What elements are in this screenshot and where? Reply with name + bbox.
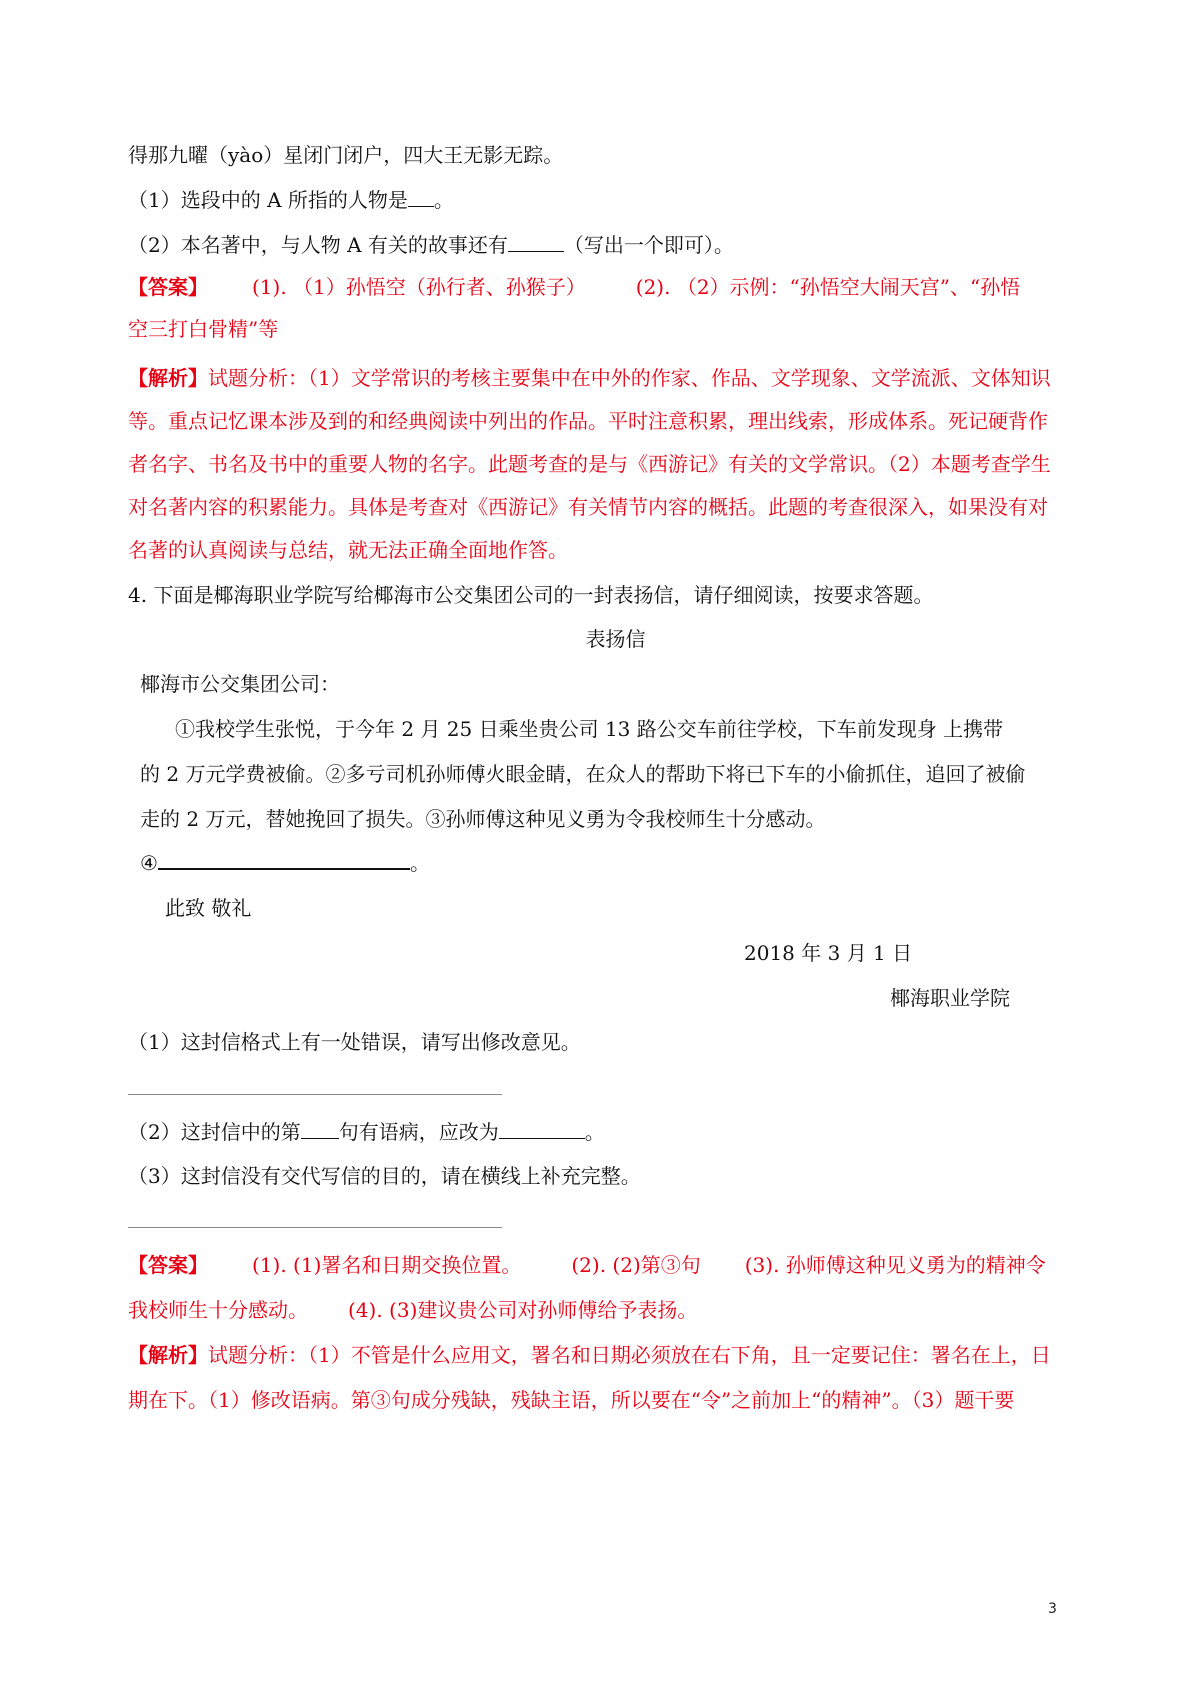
letter-body-line-2 — [140, 759, 1115, 789]
subquestion-text: （3）这封信没有交代写信的目的，请在横线上补充完整。 — [128, 1164, 641, 1188]
signature-text: 椰海职业学院 — [890, 986, 1010, 1010]
answer-line — [128, 1094, 502, 1095]
answer-text: 我校师生十分感动。 — [128, 1298, 308, 1322]
circled-number: ④ — [140, 851, 158, 875]
answer-text: (1). (1)署名和日期交换位置。 — [252, 1253, 522, 1277]
analysis-text: 对名著内容的积累能力。具体是考查对《西游记》有关情节内容的概括。此题的考查很深入，如果没有对 — [128, 495, 1048, 519]
letter-salutation — [140, 669, 1115, 699]
closing-text: 此致 敬礼 — [165, 896, 252, 920]
letter-text: 走的 2 万元，替她挽回了损失。③孙师傅这种见义勇为令我校师生十分感动。 — [140, 807, 826, 831]
page-number: 3 — [1048, 1601, 1057, 1617]
letter-text: ①我校学生张悦，于今年 2 月 25 日乘坐贵公司 13 路公交车前往学校，下车前发现身 上携带 — [175, 717, 1004, 741]
answer-text: 空三打白骨精”等 — [128, 317, 279, 341]
answer-text: (2). (2)第③句 — [571, 1253, 701, 1277]
subquestion-text-end: 。 — [433, 188, 454, 212]
q3-analysis-line-4 — [128, 492, 1103, 522]
analysis-label: 【解析】 — [128, 1343, 208, 1367]
answer-blank — [408, 206, 434, 207]
answer-text: (1). （1）孙悟空（孙行者、孙猴子） — [252, 275, 586, 299]
q3-analysis-line-5 — [128, 535, 1103, 565]
answer-label: 【答案】 — [128, 275, 208, 299]
q4-answer-line-1 — [128, 1250, 1103, 1280]
answer-label: 【答案】 — [128, 1253, 208, 1277]
letter-title-text: 表扬信 — [585, 627, 646, 651]
subquestion-text: （1）选段中的 A 所指的人物是 — [128, 188, 408, 212]
answer-blank — [499, 1138, 585, 1139]
salutation-text: 椰海市公交集团公司： — [140, 672, 340, 696]
q4-stem — [128, 580, 1103, 610]
subquestion-text-end: （写出一个即可）。 — [563, 233, 734, 257]
q4-analysis-line-2 — [128, 1385, 1103, 1415]
letter-text-end: 。 — [409, 851, 430, 875]
q3-analysis-line-1 — [128, 363, 1103, 393]
passage-text: 得那九曜（yào）星闭门闭户，四大王无影无踪。 — [128, 143, 564, 167]
letter-body-line-1 — [175, 714, 1150, 744]
subquestion-text: 句有语病，应改为 — [338, 1120, 499, 1144]
q3-answer-line-2 — [128, 314, 1103, 344]
q3-analysis-line-2 — [128, 406, 1103, 436]
letter-closing — [165, 893, 1140, 923]
q3-subquestion-2 — [128, 230, 1103, 260]
q3-analysis-line-3 — [128, 449, 1103, 479]
answer-text: (4). (3)建议贵公司对孙师傅给予表扬。 — [348, 1298, 698, 1322]
q4-answer-line-2 — [128, 1295, 1103, 1325]
analysis-label: 【解析】 — [128, 366, 208, 390]
analysis-text: 试题分析：（1）文学常识的考核主要集中在中外的作家、作品、文学现象、文学流派、文体知识 — [208, 366, 1051, 390]
q4-subquestion-1 — [128, 1027, 1103, 1057]
subquestion-text: （2）本名著中，与人物 A 有关的故事还有 — [128, 233, 508, 257]
answer-text: (2). （2）示例：“孙悟空大闹天宫”、“孙悟 — [635, 275, 1021, 299]
q4-analysis-line-1 — [128, 1340, 1103, 1370]
subquestion-text: （1）这封信格式上有一处错误，请写出修改意见。 — [128, 1030, 581, 1054]
answer-blank — [301, 1138, 339, 1139]
analysis-text: 名著的认真阅读与总结，就无法正确全面地作答。 — [128, 538, 568, 562]
subquestion-text: （2）这封信中的第 — [128, 1120, 301, 1144]
question-text: 4. 下面是椰海职业学院写给椰海市公交集团公司的一封表扬信，请仔细阅读，按要求答题。 — [128, 583, 934, 607]
q4-subquestion-3 — [128, 1161, 1103, 1191]
letter-body-line-3 — [140, 804, 1115, 834]
analysis-text: 者名字、书名及书中的重要人物的名字。此题考查的是与《西游记》有关的文学常识。（2）本题考查学生 — [128, 452, 1051, 476]
subquestion-text-end: 。 — [584, 1120, 605, 1144]
answer-blank — [508, 251, 564, 252]
analysis-text: 等。重点记忆课本涉及到的和经典阅读中列出的作品。平时注意积累，理出线索，形成体系。死记硬背作 — [128, 409, 1048, 433]
passage-line — [128, 140, 1103, 170]
letter-date — [744, 938, 944, 968]
letter-text: 的 2 万元学费被偷。②多亏司机孙师傅火眼金睛，在众人的帮助下将已下车的小偷抓住，追回了被偷 — [140, 762, 1026, 786]
letter-body-line-4 — [140, 848, 1115, 878]
date-text: 2018 年 3 月 1 日 — [744, 941, 913, 965]
q3-subquestion-1 — [128, 185, 1103, 215]
answer-line — [128, 1227, 502, 1228]
analysis-text: 期在下。（1）修改语病。第③句成分残缺，残缺主语，所以要在“令”之前加上“的精神”。（3）题干要 — [128, 1388, 1015, 1412]
answer-text: (3). 孙师傅这种见义勇为的精神令 — [744, 1253, 1046, 1277]
letter-signature — [890, 983, 1090, 1013]
letter-title — [128, 624, 1103, 654]
q4-subquestion-2 — [128, 1117, 1103, 1147]
analysis-text: 试题分析：（1）不管是什么应用文，署名和日期必须放在右下角，且一定要记住：署名在上，日 — [208, 1343, 1051, 1367]
q3-answer-line-1 — [128, 272, 1103, 302]
fill-in-line — [158, 868, 410, 870]
